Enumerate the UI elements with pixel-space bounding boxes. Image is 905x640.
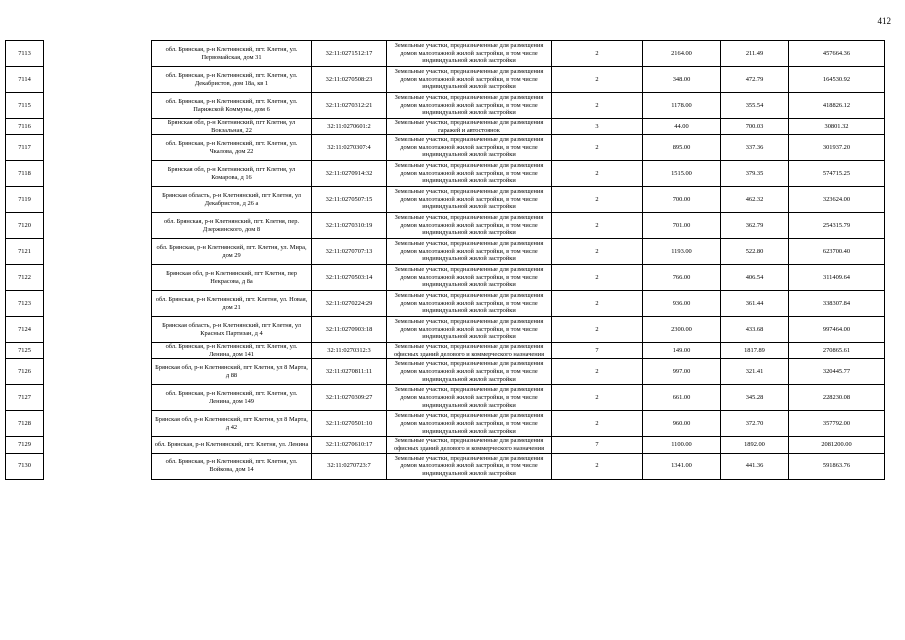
specific-value-cell: 433.68 (721, 317, 789, 343)
cadastral-number-cell: 32:11:0270601:2 (312, 119, 387, 135)
address-cell: обл. Брянская, р-н Клетнянский, пгт. Клетня, ул. Парижской Коммуны, дом 6 (152, 93, 312, 119)
group-number-cell: 2 (552, 161, 643, 187)
area-cell: 2164.00 (643, 41, 721, 67)
cadastral-value-cell: 457664.36 (789, 41, 885, 67)
cadastral-value-cell: 311409.64 (789, 265, 885, 291)
row-number-cell: 7115 (6, 93, 44, 119)
cadastral-number-cell: 32:11:0270723:7 (312, 453, 387, 479)
cadastral-value-table (5, 40, 885, 480)
group-number-cell: 2 (552, 265, 643, 291)
row-number-cell: 7121 (6, 239, 44, 265)
cadastral-value-cell: 623700.40 (789, 239, 885, 265)
spacer-cell (44, 359, 152, 385)
row-number-cell: 7118 (6, 161, 44, 187)
cadastral-value-cell: 2081200.00 (789, 437, 885, 453)
group-number-cell: 2 (552, 67, 643, 93)
area-cell: 701.00 (643, 213, 721, 239)
row-number-cell: 7117 (6, 135, 44, 161)
land-use-cell: Земельные участки, предназначенные для размещения домов малоэтажной жилой застройки, в том числе индивидуальной жилой застройки (387, 291, 552, 317)
specific-value-cell: 1817.89 (721, 343, 789, 359)
cadastral-value-cell: 301937.20 (789, 135, 885, 161)
land-use-cell: Земельные участки, предназначенные для размещения домов малоэтажной жилой застройки, в том числе индивидуальной жилой застройки (387, 453, 552, 479)
cadastral-number-cell: 32:11:0270309:27 (312, 385, 387, 411)
group-number-cell: 2 (552, 385, 643, 411)
area-cell: 348.00 (643, 67, 721, 93)
cadastral-value-cell: 30801.32 (789, 119, 885, 135)
row-number-cell: 7126 (6, 359, 44, 385)
spacer-cell (44, 437, 152, 453)
area-cell: 149.00 (643, 343, 721, 359)
land-use-cell: Земельные участки, предназначенные для размещения домов малоэтажной жилой застройки, в том числе индивидуальной жилой застройки (387, 41, 552, 67)
specific-value-cell: 372.70 (721, 411, 789, 437)
specific-value-cell: 361.44 (721, 291, 789, 317)
spacer-cell (44, 239, 152, 265)
spacer-cell (44, 67, 152, 93)
cadastral-value-cell: 254315.79 (789, 213, 885, 239)
address-cell: Брянская обл, р-н Клетнянский, пгт Клетня, ул 8 Марта, д 88 (152, 359, 312, 385)
address-cell: обл. Брянская, р-н Клетнянский, пгт. Клетня, ул. Чкалова, дом 22 (152, 135, 312, 161)
address-cell: обл. Брянская, р-н Клетнянский, пгт. Клетня, ул. Новая, дом 21 (152, 291, 312, 317)
table-row (6, 453, 885, 479)
area-cell: 960.00 (643, 411, 721, 437)
land-use-cell: Земельные участки, предназначенные для размещения домов малоэтажной жилой застройки, в том числе индивидуальной жилой застройки (387, 359, 552, 385)
land-use-cell: Земельные участки, предназначенные для размещения домов малоэтажной жилой застройки, в том числе индивидуальной жилой застройки (387, 187, 552, 213)
area-cell: 1341.00 (643, 453, 721, 479)
cadastral-value-cell: 997464.00 (789, 317, 885, 343)
group-number-cell: 2 (552, 93, 643, 119)
cadastral-number-cell: 32:11:0270501:10 (312, 411, 387, 437)
specific-value-cell: 211.49 (721, 41, 789, 67)
cadastral-number-cell: 32:11:0270312:21 (312, 93, 387, 119)
area-cell: 2300.00 (643, 317, 721, 343)
specific-value-cell: 472.79 (721, 67, 789, 93)
row-number-cell: 7124 (6, 317, 44, 343)
land-use-cell: Земельные участки, предназначенные для размещения домов малоэтажной жилой застройки, в том числе индивидуальной жилой застройки (387, 213, 552, 239)
group-number-cell: 2 (552, 411, 643, 437)
cadastral-value-cell: 270865.61 (789, 343, 885, 359)
group-number-cell: 2 (552, 453, 643, 479)
row-number-cell: 7127 (6, 385, 44, 411)
row-number-cell: 7128 (6, 411, 44, 437)
address-cell: Брянская обл, р-н Клетнянский, пгт Клетня, ул 8 Марта, д 42 (152, 411, 312, 437)
address-cell: обл. Брянская, р-н Клетнянский, пгт. Клетня, ул. Декабристов, дом 18а, кв 1 (152, 67, 312, 93)
row-number-cell: 7122 (6, 265, 44, 291)
spacer-cell (44, 213, 152, 239)
cadastral-value-cell: 228230.08 (789, 385, 885, 411)
group-number-cell: 2 (552, 41, 643, 67)
table-row (6, 411, 885, 437)
specific-value-cell: 700.03 (721, 119, 789, 135)
cadastral-number-cell: 32:11:0270508:23 (312, 67, 387, 93)
group-number-cell: 3 (552, 119, 643, 135)
table-row (6, 265, 885, 291)
row-number-cell: 7116 (6, 119, 44, 135)
row-number-cell: 7125 (6, 343, 44, 359)
specific-value-cell: 345.28 (721, 385, 789, 411)
cadastral-value-cell: 418826.12 (789, 93, 885, 119)
table-row (6, 41, 885, 67)
spacer-cell (44, 453, 152, 479)
group-number-cell: 2 (552, 187, 643, 213)
address-cell: обл. Брянская, р-н Клетнянский, пгт. Клетня, ул. Мира, дом 29 (152, 239, 312, 265)
address-cell: обл. Брянская, р-н Клетнянский, пгт. Клетня, ул. Войкова, дом 14 (152, 453, 312, 479)
cadastral-number-cell: 32:11:0270310:19 (312, 213, 387, 239)
cadastral-number-cell: 32:11:0270903:18 (312, 317, 387, 343)
table-row (6, 343, 885, 359)
row-number-cell: 7113 (6, 41, 44, 67)
area-cell: 997.00 (643, 359, 721, 385)
spacer-cell (44, 93, 152, 119)
table-row (6, 385, 885, 411)
group-number-cell: 2 (552, 317, 643, 343)
specific-value-cell: 362.79 (721, 213, 789, 239)
land-use-cell: Земельные участки, предназначенные для размещения офисных зданий делового и коммерческого назначения (387, 437, 552, 453)
cadastral-value-cell: 591863.76 (789, 453, 885, 479)
specific-value-cell: 462.32 (721, 187, 789, 213)
spacer-cell (44, 317, 152, 343)
land-use-cell: Земельные участки, предназначенные для размещения домов малоэтажной жилой застройки, в том числе индивидуальной жилой застройки (387, 265, 552, 291)
table-body (6, 41, 885, 480)
address-cell: Брянская обл, р-н Клетнянский, пгт Клетня, ул Комарова, д 16 (152, 161, 312, 187)
spacer-cell (44, 41, 152, 67)
address-cell: Брянская обл, р-н Клетнянский, пгт Клетня, ул Вокзальная, 22 (152, 119, 312, 135)
land-use-cell: Земельные участки, предназначенные для размещения домов малоэтажной жилой застройки, в том числе индивидуальной жилой застройки (387, 161, 552, 187)
area-cell: 44.00 (643, 119, 721, 135)
cadastral-number-cell: 32:11:0270224:29 (312, 291, 387, 317)
spacer-cell (44, 385, 152, 411)
address-cell: Брянская область, р-н Клетнянский, пгт Клетня, ул Декабристов, д 26 а (152, 187, 312, 213)
cadastral-number-cell: 32:11:0270914:32 (312, 161, 387, 187)
specific-value-cell: 1892.00 (721, 437, 789, 453)
area-cell: 661.00 (643, 385, 721, 411)
land-use-cell: Земельные участки, предназначенные для размещения домов малоэтажной жилой застройки, в том числе индивидуальной жилой застройки (387, 67, 552, 93)
table-row (6, 213, 885, 239)
row-number-cell: 7119 (6, 187, 44, 213)
specific-value-cell: 337.36 (721, 135, 789, 161)
group-number-cell: 2 (552, 239, 643, 265)
area-cell: 1178.00 (643, 93, 721, 119)
table-row (6, 437, 885, 453)
table-row (6, 119, 885, 135)
area-cell: 1515.00 (643, 161, 721, 187)
cadastral-number-cell: 32:11:0270312:3 (312, 343, 387, 359)
page-number: 412 (877, 16, 891, 26)
row-number-cell: 7123 (6, 291, 44, 317)
spacer-cell (44, 291, 152, 317)
area-cell: 1193.00 (643, 239, 721, 265)
area-cell: 766.00 (643, 265, 721, 291)
group-number-cell: 2 (552, 135, 643, 161)
cadastral-number-cell: 32:11:0270707:13 (312, 239, 387, 265)
table-row (6, 135, 885, 161)
cadastral-number-cell: 32:11:0271512:17 (312, 41, 387, 67)
spacer-cell (44, 119, 152, 135)
specific-value-cell: 355.54 (721, 93, 789, 119)
land-use-cell: Земельные участки, предназначенные для размещения домов малоэтажной жилой застройки, в том числе индивидуальной жилой застройки (387, 135, 552, 161)
table-row (6, 161, 885, 187)
cadastral-number-cell: 32:11:0270811:11 (312, 359, 387, 385)
spacer-cell (44, 265, 152, 291)
group-number-cell: 2 (552, 359, 643, 385)
cadastral-value-cell: 574715.25 (789, 161, 885, 187)
cadastral-number-cell: 32:11:0270610:17 (312, 437, 387, 453)
spacer-cell (44, 135, 152, 161)
address-cell: Брянская обл, р-н Клетнянский, пгт Клетня, пер Некрасова, д 8а (152, 265, 312, 291)
area-cell: 895.00 (643, 135, 721, 161)
group-number-cell: 2 (552, 291, 643, 317)
specific-value-cell: 379.35 (721, 161, 789, 187)
cadastral-number-cell: 32:11:0270307:4 (312, 135, 387, 161)
table-row (6, 187, 885, 213)
address-cell: Брянская область, р-н Клетнянский, пгт Клетня, ул Красных Партизан, д 4 (152, 317, 312, 343)
row-number-cell: 7120 (6, 213, 44, 239)
cadastral-value-cell: 320445.77 (789, 359, 885, 385)
specific-value-cell: 321.41 (721, 359, 789, 385)
spacer-cell (44, 343, 152, 359)
land-use-cell: Земельные участки, предназначенные для размещения домов малоэтажной жилой застройки, в том числе индивидуальной жилой застройки (387, 411, 552, 437)
table-row (6, 317, 885, 343)
spacer-cell (44, 411, 152, 437)
specific-value-cell: 522.80 (721, 239, 789, 265)
area-cell: 1100.00 (643, 437, 721, 453)
address-cell: обл. Брянская, р-н Клетнянский, пгт. Клетня, пер. Дзержинского, дом 8 (152, 213, 312, 239)
address-cell: обл. Брянская, р-н Клетнянский, пгт. Клетня, ул. Первомайская, дом 31 (152, 41, 312, 67)
cadastral-number-cell: 32:11:0270503:14 (312, 265, 387, 291)
group-number-cell: 2 (552, 213, 643, 239)
land-use-cell: Земельные участки, предназначенные для размещения домов малоэтажной жилой застройки, в том числе индивидуальной жилой застройки (387, 385, 552, 411)
table-row (6, 93, 885, 119)
row-number-cell: 7114 (6, 67, 44, 93)
land-use-cell: Земельные участки, предназначенные для размещения гаражей и автостоянок (387, 119, 552, 135)
table-row (6, 67, 885, 93)
spacer-cell (44, 187, 152, 213)
land-use-cell: Земельные участки, предназначенные для размещения офисных зданий делового и коммерческого назначения (387, 343, 552, 359)
specific-value-cell: 441.36 (721, 453, 789, 479)
cadastral-value-cell: 164530.92 (789, 67, 885, 93)
row-number-cell: 7130 (6, 453, 44, 479)
address-cell: обл. Брянская, р-н Клетнянский, пгт. Клетня, ул. Ленина (152, 437, 312, 453)
group-number-cell: 7 (552, 343, 643, 359)
row-number-cell: 7129 (6, 437, 44, 453)
cadastral-number-cell: 32:11:0270507:15 (312, 187, 387, 213)
area-cell: 936.00 (643, 291, 721, 317)
table-row (6, 359, 885, 385)
area-cell: 700.00 (643, 187, 721, 213)
cadastral-value-cell: 338307.84 (789, 291, 885, 317)
table-row (6, 291, 885, 317)
cadastral-value-cell: 323624.00 (789, 187, 885, 213)
specific-value-cell: 406.54 (721, 265, 789, 291)
address-cell: обл. Брянская, р-н Клетнянский, пгт. Клетня, ул. Ленина, дом 141 (152, 343, 312, 359)
cadastral-value-cell: 357792.00 (789, 411, 885, 437)
table-row (6, 239, 885, 265)
land-use-cell: Земельные участки, предназначенные для размещения домов малоэтажной жилой застройки, в том числе индивидуальной жилой застройки (387, 93, 552, 119)
spacer-cell (44, 161, 152, 187)
land-use-cell: Земельные участки, предназначенные для размещения домов малоэтажной жилой застройки, в том числе индивидуальной жилой застройки (387, 317, 552, 343)
address-cell: обл. Брянская, р-н Клетнянский, пгт. Клетня, ул. Ленина, дом 149 (152, 385, 312, 411)
group-number-cell: 7 (552, 437, 643, 453)
land-use-cell: Земельные участки, предназначенные для размещения домов малоэтажной жилой застройки, в том числе индивидуальной жилой застройки (387, 239, 552, 265)
